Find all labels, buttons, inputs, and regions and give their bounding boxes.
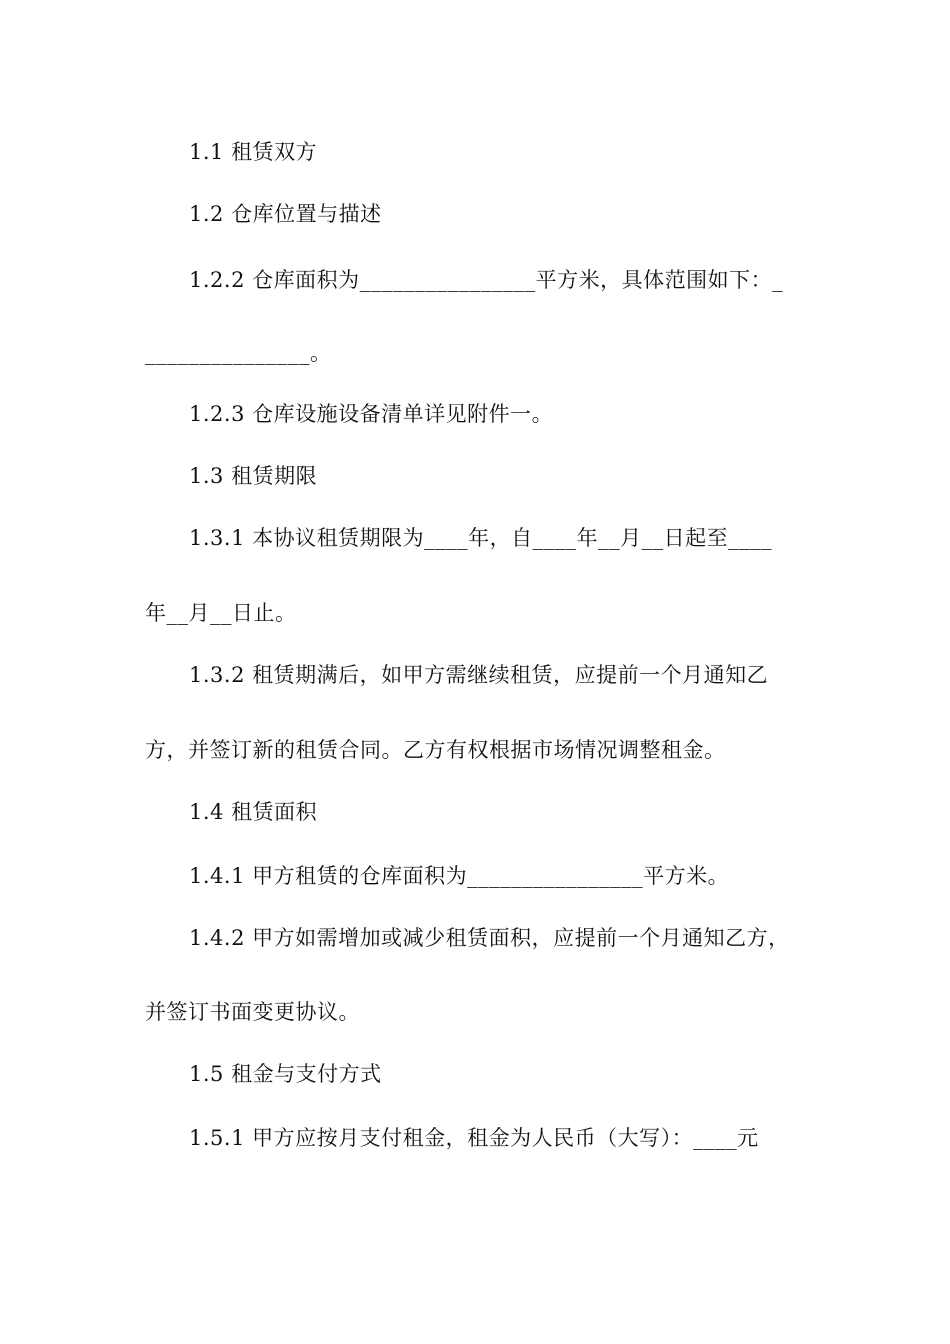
section-heading-1-5: 1.5 租金与支付方式 <box>189 1062 382 1086</box>
section-heading-1-3: 1.3 租赁期限 <box>189 464 318 488</box>
paragraph-1-5-1: 1.5.1 甲方应按月支付租金，租金为人民币（大写）：____元 <box>189 1126 759 1150</box>
paragraph-1-2-3: 1.2.3 仓库设施设备清单详见附件一。 <box>189 402 554 426</box>
paragraph-1-2-2: 1.2.2 仓库面积为________________平方米，具体范围如下：_ <box>189 268 784 292</box>
paragraph-1-4-2-cont: 并签订书面变更协议。 <box>145 1000 360 1024</box>
section-heading-1-2: 1.2 仓库位置与描述 <box>189 202 382 226</box>
paragraph-1-3-1-cont: 年__月__日止。 <box>145 601 297 625</box>
paragraph-1-2-2-cont: _______________。 <box>145 341 332 365</box>
section-heading-1-1: 1.1 租赁双方 <box>189 140 318 164</box>
paragraph-1-4-2: 1.4.2 甲方如需增加或减少租赁面积，应提前一个月通知乙方， <box>189 926 790 950</box>
paragraph-1-3-1: 1.3.1 本协议租赁期限为____年，自____年__月__日起至____ <box>189 526 773 550</box>
paragraph-1-4-1: 1.4.1 甲方租赁的仓库面积为________________平方米。 <box>189 864 730 888</box>
section-heading-1-4: 1.4 租赁面积 <box>189 800 318 824</box>
paragraph-1-3-2: 1.3.2 租赁期满后，如甲方需继续租赁，应提前一个月通知乙 <box>189 663 769 687</box>
paragraph-1-3-2-cont: 方，并签订新的租赁合同。乙方有权根据市场情况调整租金。 <box>145 738 726 762</box>
